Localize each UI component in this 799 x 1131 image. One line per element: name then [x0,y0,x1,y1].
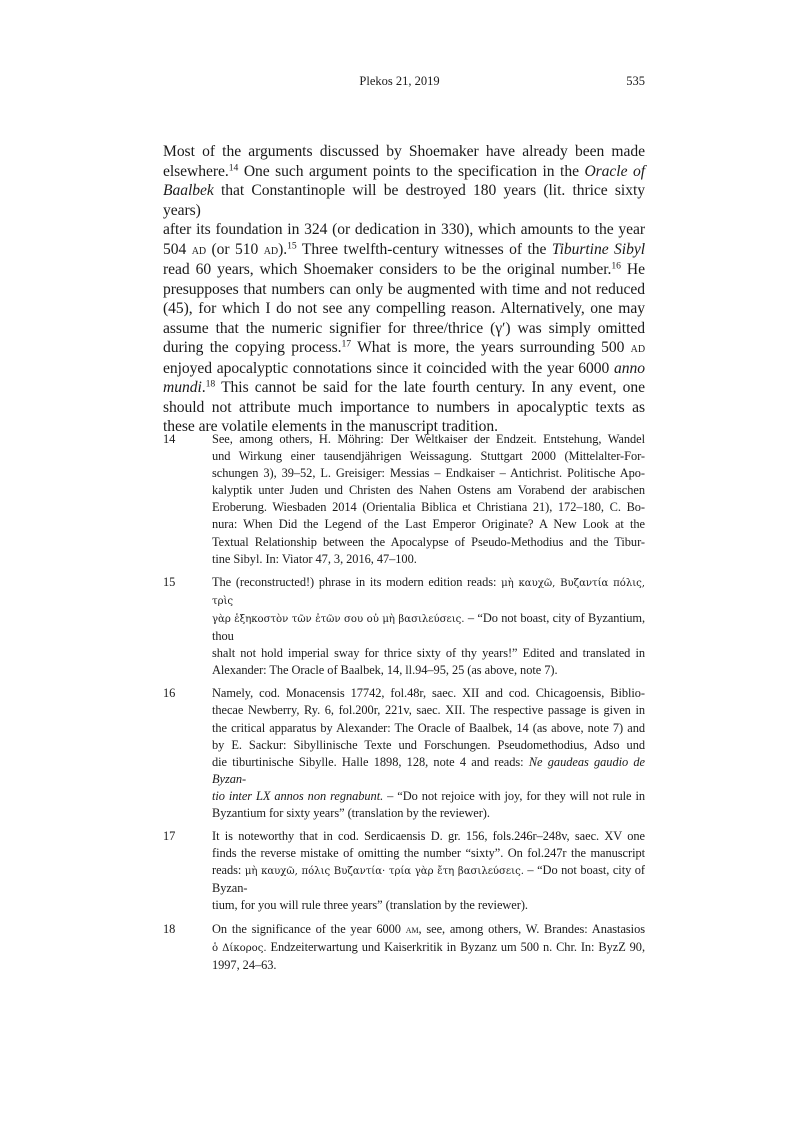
text-line [212,788,645,805]
greek-text: μὴ καυχῶ, πόλις Βυζαντία· τρία γὰρ ἔτη βασιλεύσεις. [244,866,524,878]
text-line [212,737,645,754]
text-run: Textual Relationship between the Apocalypse of Pseudo-Methodius and the Tibur- [212,534,645,549]
footnotes [163,431,645,980]
text-run: that Constantinople will be destroyed 180 years (lit. thrice sixty years) [163,182,645,219]
text-line [212,431,645,448]
small-caps-text: am [405,923,419,936]
text-run: the critical apparatus by Alexander: The Oracle of Baalbek, 14 (as above, note 7) and [212,720,645,735]
text-line [212,685,645,702]
text-line [212,862,645,897]
text-line [163,162,645,182]
footnote-text [212,431,645,568]
footnote-number: 14 [163,432,176,446]
text-run: enjoyed apocalyptic connotations since it coincided with the year 6000 [163,359,614,377]
text-run: Three twelfth-century witnesses of the [296,240,552,258]
footnote-text [212,685,645,822]
small-caps-text: ad [191,241,207,258]
text-run: See, among others, H. Möhring: Der Weltkaiser der Endzeit. Entstehung, Wandel [212,432,645,446]
text-run: kalyptik unter Juden und Christen des Nahen Ostens am Vorabend der arabischen [212,483,645,498]
text-line [212,448,645,465]
page-number: 535 [626,74,645,88]
text-line [212,845,645,862]
footnote-number: 15 [163,574,176,589]
running-header: Plekos 21, 2019 [359,74,440,88]
greek-text: γὰρ ἑξηκοστὸν τῶν ἐτῶν σου οὐ μὴ βασιλεύσεις. [212,613,465,625]
text-line [212,939,645,957]
text-run: The (reconstructed!) phrase in its modern edition reads: [212,574,502,589]
text-run: assume that the numeric signifier for three/thrice (γʹ) was simply omitted [163,319,645,337]
text-line [212,828,645,845]
text-run: should not attribute much importance to numbers in apocalyptic texts as [163,398,645,416]
text-run: (or 510 [206,240,264,258]
text-run: Eroberung. Wiesbaden 2014 (Orientalia Biblica et Christiana 21), 172–180, C. Bo- [212,500,645,515]
footnote-ref[interactable]: 16 [611,260,621,272]
text-line [163,280,645,300]
footnote-ref[interactable]: 18 [205,378,216,390]
text-run: tium, for you will rule three years” (translation by the reviewer). [212,898,528,913]
text-line [212,754,645,788]
text-run: nura: When Did the Legend of the Last Emperor Originate? A New Look at the [212,517,645,532]
text-line [163,240,645,261]
text-run: thecae Newberry, Ry. 6, fol.200r, 221v, saec. XII. The respective passage is given in [212,703,645,718]
text-run: 504 [163,240,192,258]
text-line [212,551,645,568]
greek-text: μὴ καυχῶ, Βυζαντία πόλις, τρὶς [212,577,645,607]
text-run: What is more, the years surrounding 500 [351,339,631,356]
text-run: elsewhere. [163,162,229,180]
footnote [163,921,645,974]
text-run: – “Do not boast, city of Byzantium, thou [212,610,645,644]
footnote-ref[interactable]: 15 [287,240,297,252]
text-run: – “Do not boast, city of Byzan- [212,863,645,896]
greek-text: ὁ Δίκορος. [212,942,267,954]
italic-text: anno [614,359,645,377]
text-run: finds the reverse mistake of omitting the number “sixty”. On fol.247r the manuscript [212,846,645,861]
footnote-number: 18 [163,921,176,936]
text-run: after its foundation in 324 (or dedication in 330), which amounts to the year [163,221,645,238]
footnote [163,574,645,680]
text-run: It is noteworthy that in cod. Serdicaensis D. gr. 156, fols.246r–248v, saec. XV one [212,829,645,844]
text-line [163,181,645,220]
text-run: during the copying process. [163,339,342,356]
text-run: reads: [212,863,245,878]
text-run: (45), for which I do not see any compelling reason. Alternatively, one may [163,300,645,317]
footnote [163,431,645,568]
body-paragraph [163,142,645,437]
footnote-ref[interactable]: 17 [341,338,352,350]
text-run: Namely, cod. Monacensis 17742, fol.48r, saec. XII and cod. Chicagoensis, Biblio- [212,686,645,701]
text-line [163,378,645,398]
text-line [163,359,645,379]
text-run: He [620,261,645,278]
italic-text: Ne gaudeas gaudio de Byzan- [212,754,645,786]
text-line [212,957,645,974]
text-run: presupposes that numbers can only be augmented with time and not reduced [163,280,645,298]
text-line [163,338,645,359]
text-run: ). [278,240,288,258]
text-line [163,260,645,280]
text-run: Most of the arguments discussed by Shoemaker have already been made [163,143,645,160]
text-run: die tiburtinische Sibylle. Halle 1898, 128, note 4 and reads: [212,754,529,769]
text-line [212,805,645,822]
text-run: und Wirkung einer tausendjährigen Weissagung. Stuttgart 2000 (Mittelalter-For- [212,449,645,464]
footnote-ref[interactable]: 14 [228,162,239,174]
italic-text: Tiburtine Sibyl [551,240,645,258]
italic-text: Oracle of [584,162,645,180]
text-line [163,299,645,319]
text-line [212,499,645,516]
text-line [212,702,645,719]
text-line [212,534,645,551]
footnote [163,828,645,914]
text-line [163,319,645,339]
text-line [212,482,645,499]
text-run: This cannot be said for the late fourth century. In any event, one [215,379,645,396]
italic-text: tio inter LX annos non regnabunt. [212,788,384,803]
text-line [212,574,645,610]
text-line [212,610,645,645]
footnote-text [212,828,645,914]
text-line [212,465,645,482]
small-caps-text: ad [630,340,646,356]
text-run: these are volatile elements in the manuscript tradition. [163,418,498,435]
text-run: – “Do not rejoice with joy, for they will not rule in [383,788,646,803]
text-run: , see, among others, W. Brandes: Anastasios [418,921,645,936]
text-run: tine Sibyl. In: Viator 47, 3, 2016, 47–100. [212,551,417,566]
footnote-text [212,574,645,680]
footnote-number: 16 [163,686,176,701]
text-line [212,720,645,737]
text-run: . [201,379,206,396]
text-line [212,645,645,662]
text-line [212,516,645,533]
text-run: schungen 3), 39–52, L. Greisiger: Messias – Endkaiser – Antichrist. Politische Apo- [212,466,645,481]
text-line [163,220,645,240]
italic-text: Baalbek [163,182,214,199]
text-run: read 60 years, which Shoemaker considers to be the original number. [163,261,612,278]
text-run: 1997, 24–63. [212,957,277,972]
text-run: by E. Sackur: Sibyllinische Texte und Forschungen. Pseudomethodius, Adso und [212,737,645,752]
text-line [163,398,645,418]
text-line [212,897,645,914]
text-line [163,142,645,162]
text-run: Byzantium for sixty years” (translation by the reviewer). [212,805,490,820]
text-run: Endzeiterwartung und Kaiserkritik in Byzanz um 500 n. Chr. In: ByzZ 90, [266,939,646,954]
italic-text: mundi [163,379,202,396]
text-line [212,921,645,939]
footnote-text [212,921,645,974]
text-run: Alexander: The Oracle of Baalbek, 14, ll.94–95, 25 (as above, note 7). [212,663,558,678]
footnote [163,685,645,822]
small-caps-text: ad [263,241,279,258]
text-line [212,662,645,679]
footnote-number: 17 [163,829,176,844]
text-run: On the significance of the year 6000 [212,921,406,936]
text-run: shalt not hold imperial sway for thrice sixty of thy years!” Edited and translated in [212,646,645,661]
text-run: One such argument points to the specification in the [238,162,585,180]
